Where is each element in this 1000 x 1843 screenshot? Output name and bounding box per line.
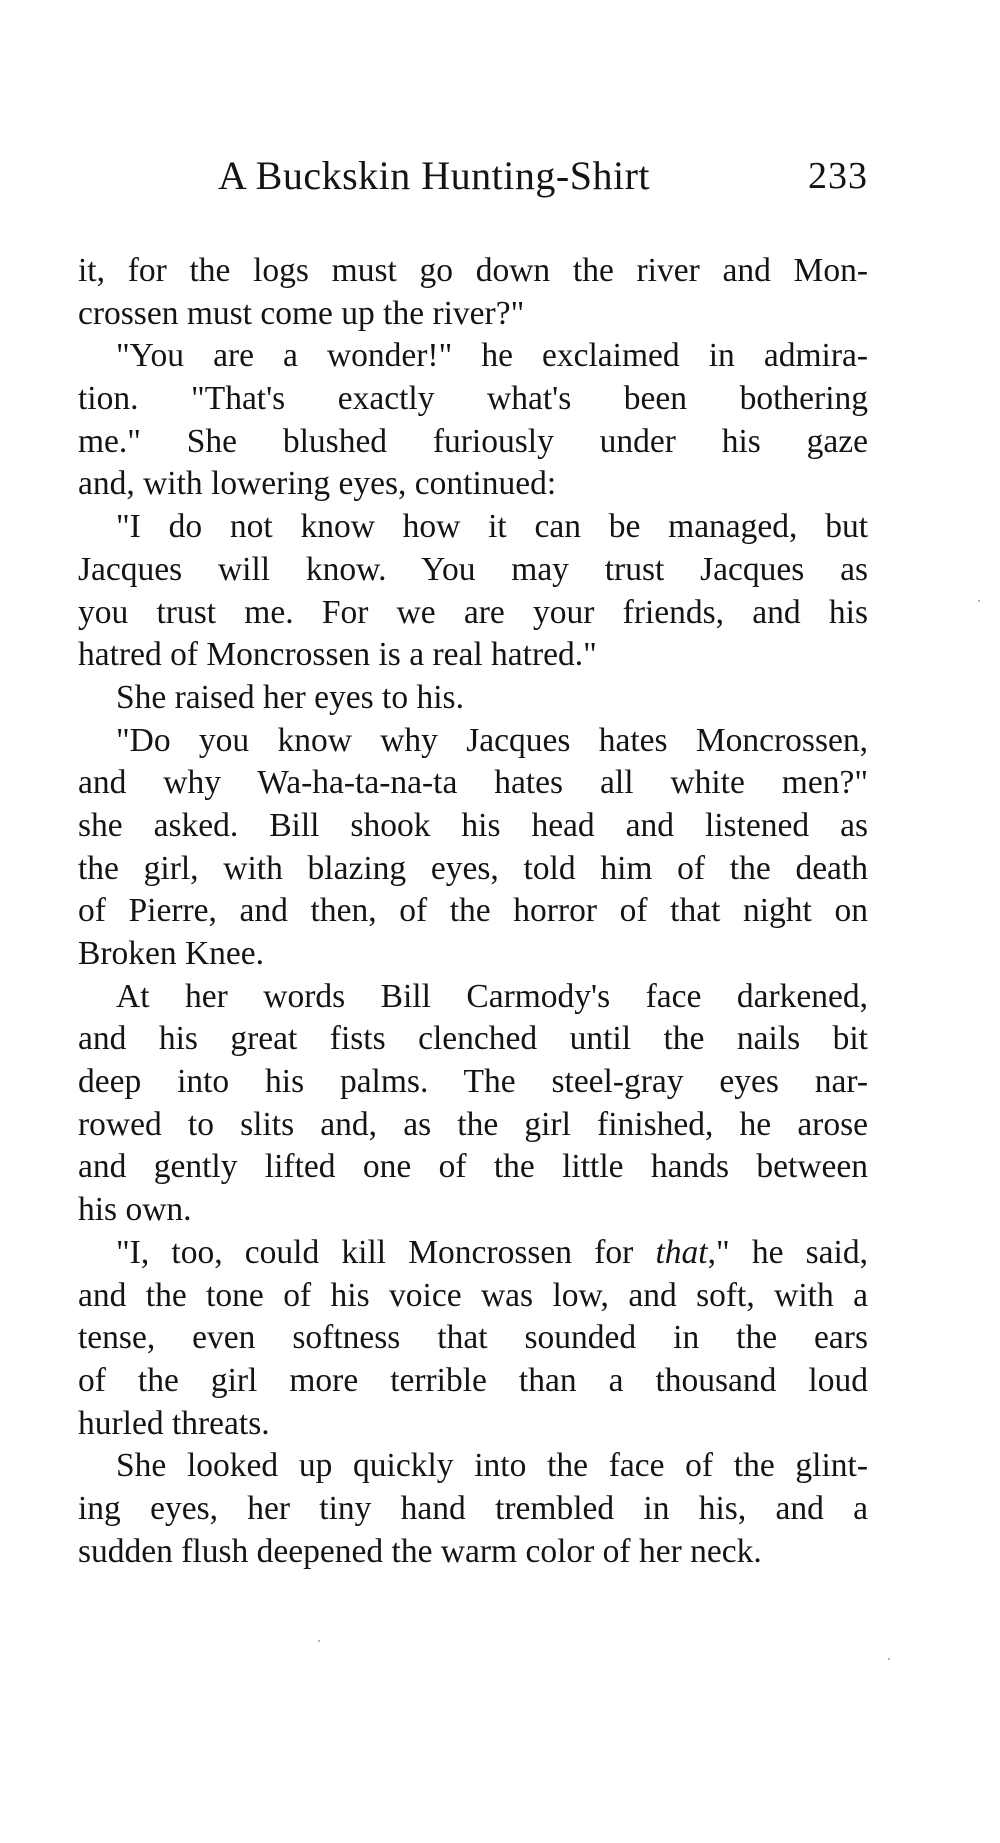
- text-line: and the tone of his voice was low, and soft, with a: [78, 1276, 868, 1314]
- text-line: She raised her eyes to his.: [116, 678, 464, 716]
- text-line: and why Wa-ha-ta-na-ta hates all white men?": [78, 764, 868, 802]
- text-line: tion. "That's exactly what's been bothering: [78, 380, 868, 418]
- text-line: tense, even softness that sounded in the ears: [78, 1319, 868, 1357]
- text-line: ing eyes, her tiny hand trembled in his, and a: [78, 1489, 868, 1527]
- text-line: sudden flush deepened the warm color of her neck.: [78, 1532, 762, 1570]
- text-line: deep into his palms. The steel-gray eyes nar-: [78, 1063, 868, 1101]
- text-line: it, for the logs must go down the river and Mon-: [78, 252, 868, 289]
- text-line: "I, too, could kill Moncrossen for that," he said,: [116, 1233, 868, 1271]
- paper-speck: [978, 600, 980, 602]
- running-title: A Buckskin Hunting-Shirt: [218, 153, 651, 198]
- text-line: She looked up quickly into the face of the glint-: [116, 1447, 868, 1485]
- paper-speck: [888, 1658, 890, 1660]
- text-line: Jacques will know. You may trust Jacques as: [78, 550, 868, 588]
- page-number: 233: [808, 155, 868, 197]
- text-line: his own.: [78, 1191, 192, 1229]
- paper-speck: [318, 1640, 320, 1642]
- text-line: she asked. Bill shook his head and listened as: [78, 806, 868, 844]
- text-line: of Pierre, and then, of the horror of that night on: [78, 892, 868, 930]
- text-line: "I do not know how it can be managed, but: [116, 508, 868, 546]
- text-line: crossen must come up the river?": [78, 294, 525, 332]
- text-line: and, with lowering eyes, continued:: [78, 465, 557, 503]
- text-line: of the girl more terrible than a thousand loud: [78, 1361, 868, 1399]
- text-line: "You are a wonder!" he exclaimed in admira-: [116, 337, 868, 375]
- text-line: At her words Bill Carmody's face darkened,: [116, 977, 868, 1015]
- text-line: and gently lifted one of the little hands between: [78, 1148, 868, 1186]
- running-head: [78, 148, 868, 208]
- text-line: hatred of Moncrossen is a real hatred.": [78, 636, 597, 674]
- text-line: "Do you know why Jacques hates Moncrossen,: [116, 721, 868, 759]
- text-line: rowed to slits and, as the girl finished, he arose: [78, 1105, 868, 1143]
- text-line: hurled threats.: [78, 1404, 270, 1442]
- text-line: the girl, with blazing eyes, told him of the death: [78, 849, 868, 887]
- text-line: Broken Knee.: [78, 935, 265, 972]
- body-text: [78, 250, 868, 1573]
- text-line: you trust me. For we are your friends, and his: [78, 593, 868, 631]
- text-line: me." She blushed furiously under his gaze: [78, 422, 868, 460]
- text-line: and his great fists clenched until the nails bit: [78, 1020, 868, 1058]
